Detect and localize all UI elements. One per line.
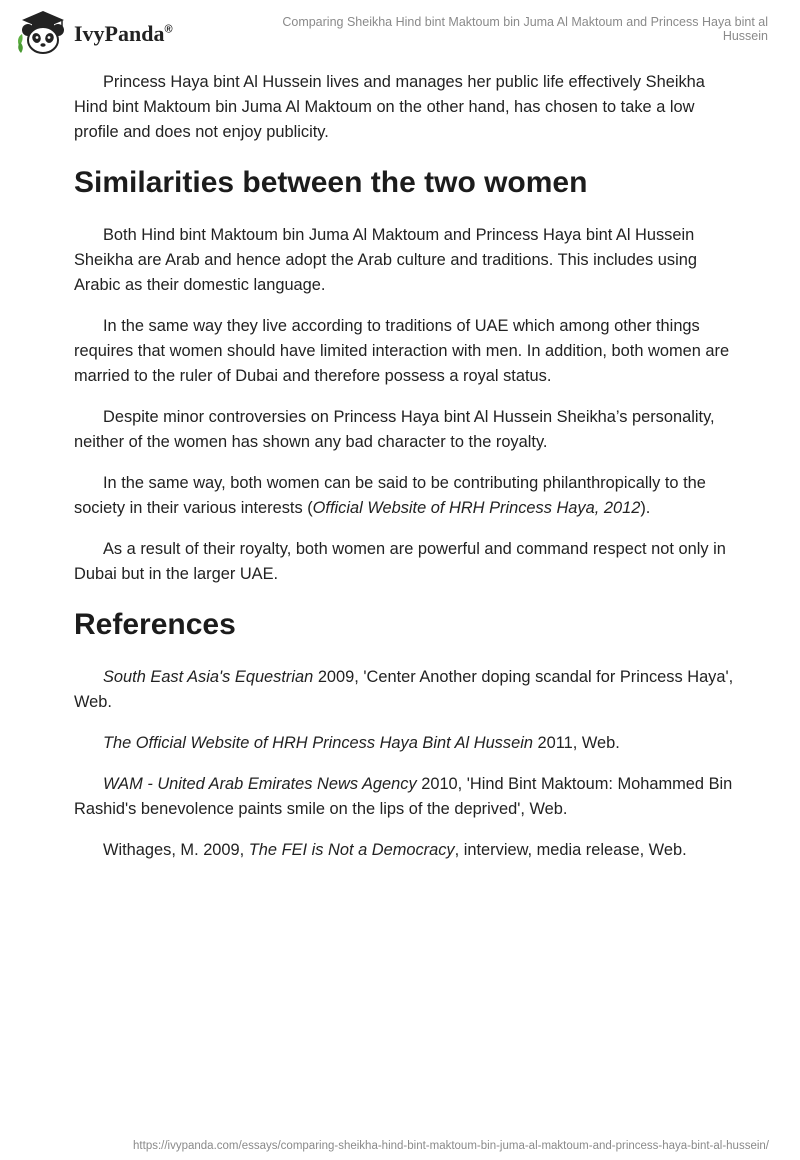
similarities-paragraph-4: In the same way, both women can be said to be contributing philanthropically to the society in their various interests (Official Website of HRH Princess Haya, 2012). [74, 474, 706, 517]
reference-item: Withages, M. 2009, The FEI is Not a Democracy, interview, media release, Web. [103, 841, 687, 859]
similarities-paragraph-5: As a result of their royalty, both women are powerful and command respect not only in Dubai but in the larger UAE. [74, 540, 726, 583]
source-url[interactable]: https://ivypanda.com/essays/comparing-sheikha-hind-bint-maktoum-bin-juma-al-maktoum-and-princess-haya-bint-al-hussein/ [133, 1140, 769, 1152]
similarities-heading: Similarities between the two women [74, 166, 588, 199]
similarities-paragraph-2: In the same way they live according to traditions of UAE which among other things requires that women should have limited interaction with men. In addition, both women are married to the ruler of Dubai and therefore possess a royal status. [74, 317, 730, 385]
page-header [0, 0, 800, 64]
citation: Official Website of HRH Princess Haya, 2012 [312, 499, 641, 517]
brand-name: IvyPanda® [74, 21, 173, 46]
references-heading: References [74, 608, 236, 641]
similarities-paragraph-1: Both Hind bint Maktoum bin Juma Al Maktoum and Princess Haya bint Al Hussein Sheikha are Arab and hence adopt the Arab culture and traditions. This includes using Arabic as their domestic language. [74, 226, 697, 294]
intro-paragraph: Princess Haya bint Al Hussein lives and manages her public life effectively Sheikha Hind bint Maktoum bin Juma Al Maktoum on the other hand, has chosen to take a low profile and does not enjoy publicity. [74, 73, 705, 141]
essay-body [74, 70, 734, 879]
reference-item: The Official Website of HRH Princess Haya Bint Al Hussein 2011, Web. [103, 734, 620, 752]
panda-icon [14, 8, 72, 56]
reference-item: South East Asia's Equestrian 2009, 'Center Another doping scandal for Princess Haya', Web. [74, 668, 734, 711]
reference-item: WAM - United Arab Emirates News Agency 2010, 'Hind Bint Maktoum: Mohammed Bin Rashid's benevolence paints smile on the lips of the deprived', Web. [74, 775, 733, 818]
document-title: Comparing Sheikha Hind bint Maktoum bin Juma Al Maktoum and Princess Haya bint al Hussein [282, 15, 768, 43]
ivypanda-logo[interactable] [14, 8, 173, 56]
similarities-paragraph-3: Despite minor controversies on Princess Haya bint Al Hussein Sheikha’s personality, neither of the women has shown any bad character to the royalty. [74, 408, 715, 451]
